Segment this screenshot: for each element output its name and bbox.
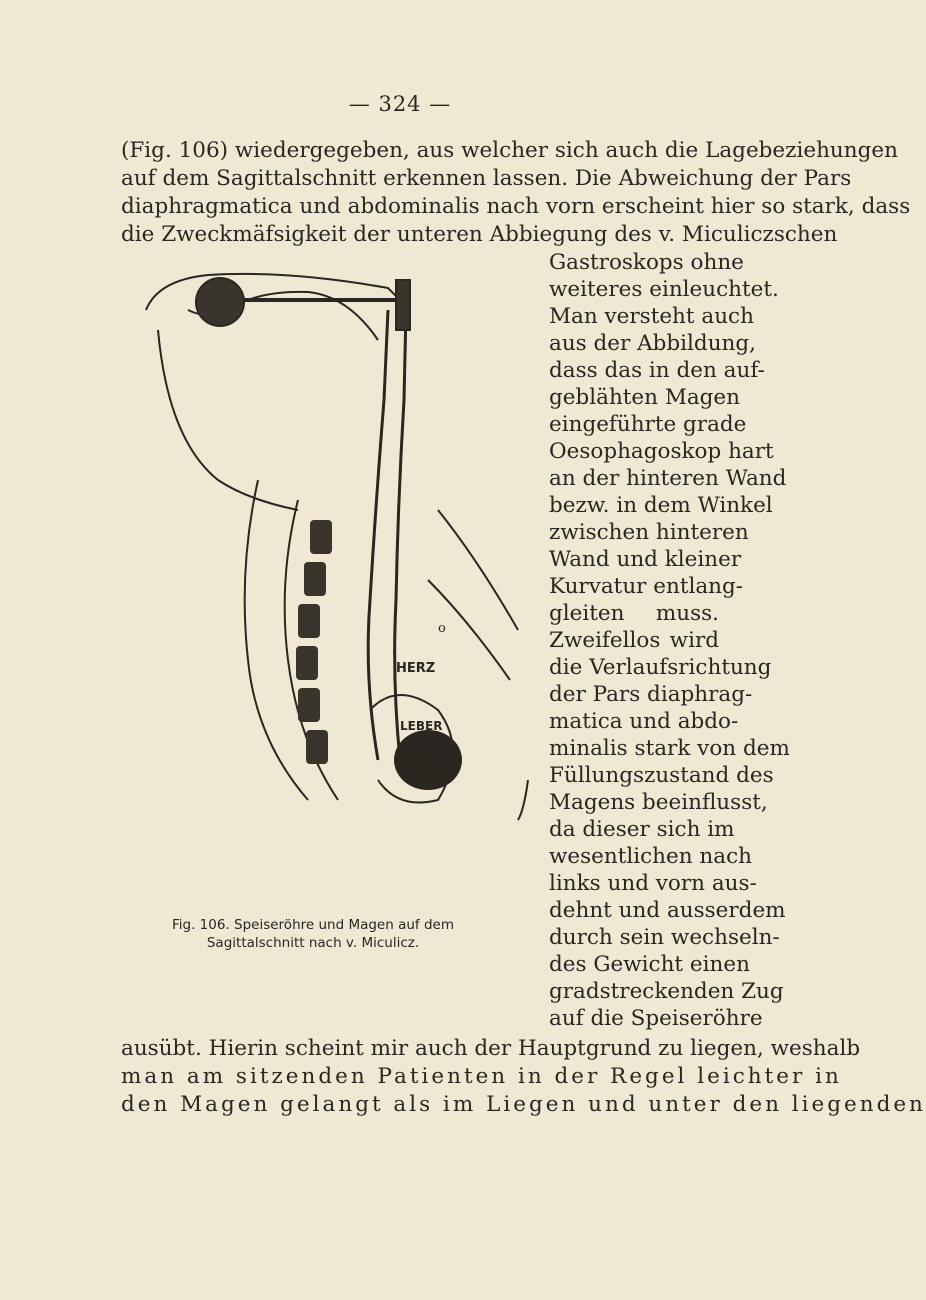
stomach-contents bbox=[394, 730, 462, 790]
side-text-line: Oesophagoskop hart bbox=[549, 439, 774, 464]
liver-label: LEBER bbox=[400, 719, 443, 733]
text-line: auf dem Sagittalschnitt erkennen lassen. Die Abweichung der Pars bbox=[121, 166, 852, 191]
page-number: — 324 — bbox=[348, 92, 452, 116]
side-text-line: Kurvatur entlang- bbox=[549, 574, 744, 599]
caption-line: Sagittalschnitt nach v. Miculicz. bbox=[206, 935, 420, 951]
instrument-bulb bbox=[196, 278, 244, 326]
text-line: den Magen gelangt als im Liegen und unter den liegenden bbox=[121, 1092, 926, 1117]
side-text-line: des Gewicht einen bbox=[549, 952, 750, 977]
side-text-line: aus der Abbildung, bbox=[549, 331, 756, 356]
side-text-line: dehnt und ausserdem bbox=[549, 898, 786, 923]
side-text-line: Gastroskops ohne bbox=[549, 250, 744, 275]
figure-outline bbox=[146, 274, 400, 310]
side-text-line: minalis stark von dem bbox=[549, 736, 790, 761]
side-text-line: wesentlichen nach bbox=[549, 844, 752, 869]
figure-caption bbox=[92, 916, 534, 952]
o-label: o bbox=[438, 621, 446, 636]
side-text-line: zwischen hinteren bbox=[549, 520, 749, 545]
vertebrae bbox=[296, 520, 332, 764]
heart-label: HERZ bbox=[396, 661, 436, 676]
side-text-line: Man versteht auch bbox=[549, 304, 754, 329]
side-text-line: gradstreckenden Zug bbox=[549, 979, 784, 1004]
side-text-line: eingeführte grade bbox=[549, 412, 747, 437]
side-text-line: Wand und kleiner bbox=[549, 547, 742, 572]
caption-line: Fig. 106. Speiseröhre und Magen auf dem bbox=[171, 917, 454, 933]
side-text-line: die Verlaufsrichtung bbox=[549, 655, 772, 680]
text-line: ausübt. Hierin scheint mir auch der Hauptgrund zu liegen, weshalb bbox=[121, 1036, 861, 1061]
side-text-line: gleiten muss. bbox=[549, 601, 719, 626]
side-text-line: geblähten Magen bbox=[549, 385, 741, 410]
text-line: (Fig. 106) wiedergegeben, aus welcher sich auch die Lagebeziehungen bbox=[121, 138, 898, 163]
sagittal-section-figure bbox=[138, 240, 540, 820]
side-text-line: Magens beeinflusst, bbox=[549, 790, 768, 815]
side-text-line: Füllungszustand des bbox=[549, 763, 774, 788]
esophagus-outline bbox=[368, 310, 388, 760]
side-text-line: weiteres einleuchtet. bbox=[549, 277, 779, 302]
side-text-line: bezw. in dem Winkel bbox=[549, 493, 773, 518]
side-text-line: links und vorn aus- bbox=[549, 871, 757, 896]
side-text-line: durch sein wechseln- bbox=[549, 925, 780, 950]
side-text-line: dass das in den auf- bbox=[549, 358, 765, 383]
spine-outline bbox=[245, 480, 308, 800]
side-text-line: matica und abdo- bbox=[549, 709, 739, 734]
side-text-line: an der hinteren Wand bbox=[549, 466, 787, 491]
esophagus-outline bbox=[395, 310, 406, 760]
figure-outline bbox=[438, 510, 518, 630]
instrument-handle bbox=[396, 280, 410, 330]
side-text-line: da dieser sich im bbox=[549, 817, 735, 842]
side-text-line: auf die Speiseröhre bbox=[549, 1006, 763, 1031]
figure-outline bbox=[518, 780, 528, 820]
text-line: diaphragmatica und abdominalis nach vorn erscheint hier so stark, dass bbox=[121, 194, 911, 219]
side-text-line: der Pars diaphrag- bbox=[549, 682, 753, 707]
text-line: man am sitzenden Patienten in der Regel leichter in bbox=[121, 1064, 842, 1089]
figure-outline bbox=[158, 330, 298, 510]
side-text-line: Zweifellos wird bbox=[549, 628, 719, 653]
text-line: die Zweckmäfsigkeit der unteren Abbiegung des v. Miculiczschen bbox=[121, 222, 838, 247]
